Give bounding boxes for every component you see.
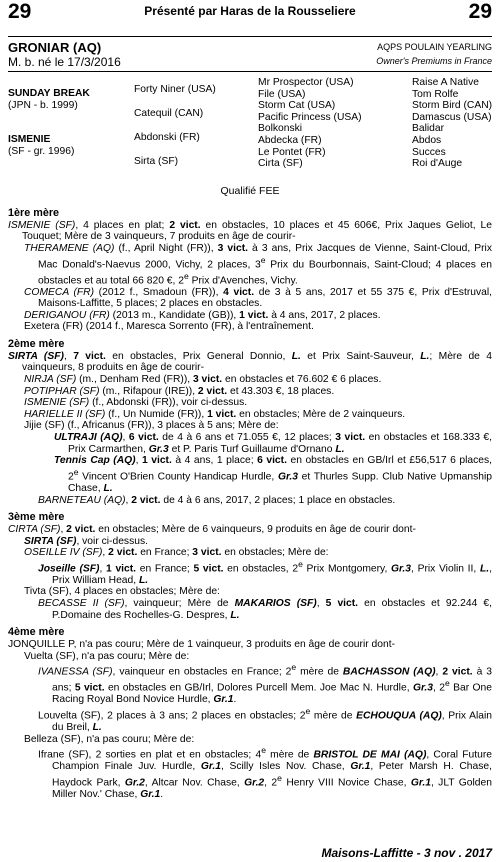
lot-number-left: 29 (8, 0, 32, 23)
list-item: HARIELLE II (SF) (f., Un Numide (FR)), 1 vict. en obstacles; Mère de 2 vainqueurs. (24, 408, 406, 420)
pedigree-gen2-0: Forty Niner (USA) (134, 84, 216, 95)
list-item: Louvelta (SF), 2 places à 3 ans; 2 places en obstacles; 2e mère de ECHOUQUA (AQ), Prix Alain du Breil, L. (38, 705, 492, 733)
list-item: ISMENIE (SF) (f., Abdonski (FR)), voir ci-dessus. (24, 397, 248, 409)
list-item: Ifrane (SF), 2 sorties en plat et en obstacles; 4e mère de BRISTOL DE MAI (AQ), Coral Future Champion Finale Juv. Hurdle, Gr.1, Scilly Isles Nov. Chase, Gr.1, Peter Marsh H. Chase, Haydock Park, Gr.2, Altcar Nov. Chase, Gr.2, 2e Henry VIII Novice Chase, Gr.1, JLT Golden Miller Nov.' Chase, Gr.1. (38, 745, 492, 800)
pedigree-gen2-1: Catequil (CAN) (134, 108, 204, 119)
pedigree-gen4: Raise A Native Tom Rolfe Storm Bird (CAN) Damascus (USA) Balidar Abdos Succes Roi d'Auge (412, 77, 493, 170)
dam-entry: CIRTA (SF), 2 vict. en obstacles; Mère de 6 vainqueurs, 9 produits en âge de courir dont- (8, 523, 416, 535)
section-1ere-mere: 1ère mère (8, 207, 60, 219)
list-item: Joseille (SF), 1 vict. en France; 5 vict. en obstacles, 2e Prix Montgomery, Gr.3, Prix Violin II, L., Prix William Head, L. (38, 558, 492, 586)
list-item: COMECA (FR) (2012 f., Smadoun (FR)), 4 vict. de 3 à 5 ans, 2017 et 55 375 €, Prix d'Estruval, Maisons-Laffitte, 5 places; 2 places en obstacles. (24, 286, 492, 310)
sale-location-date: Maisons-Laffitte - 3 nov . 2017 (321, 846, 492, 860)
list-item: Belleza (SF), n'a pas couru; Mère de: (24, 733, 195, 745)
list-item: Tennis Cap (AQ), 1 vict. à 4 ans, 1 place; 6 vict. en obstacles en GB/Irl et £56,517 6 places, 2e Vincent O'Brien County Handicap Hurdle, Gr.3 et Thurles Supp. Club Native Upmanship Chase, L. (54, 455, 492, 495)
race-series: Owner's Premiums in France (376, 56, 492, 66)
horse-name: GRONIAR (AQ) (8, 40, 102, 55)
list-item: SIRTA (SF), voir ci-dessus. (24, 535, 148, 547)
list-item: POTIPHAR (SF) (m., Rifapour (IRE)), 2 vict. et 43.303 €, 18 places. (24, 385, 335, 397)
pedigree-dam: ISMENIE (SF - gr. 1996) (8, 134, 75, 157)
list-item: Jijie (SF) (f., Africanus (FR)), 3 places à 5 ans; Mère de: (24, 420, 279, 432)
pedigree-gen3: Mr Prospector (USA) File (USA) Storm Cat (USA) Pacific Princess (USA) Bolkonski Abdecka (FR) Le Pontet (FR) Cirta (SF) (258, 77, 362, 170)
list-item: BARNETEAU (AQ), 2 vict. de 4 à 6 ans, 2017, 2 places; 1 place en obstacles. (38, 494, 396, 506)
qualification: Qualifié FEE (220, 185, 280, 197)
dam-entry: JONQUILLE P, n'a pas couru; Mère de 1 vainqueur, 3 produits en âge de courir dont- (8, 638, 395, 650)
pedigree-gen2-3: Sirta (SF) (134, 156, 179, 167)
list-item: Exetera (FR) (2014 f., Maresca Sorrento (FR), à l'entraînement. (24, 321, 314, 333)
list-item: IVANESSA (SF), vainqueur en obstacles en France; 2e mère de BACHASSON (AQ), 2 vict. à 3 ans; 5 vict. en obstacles en GB/Irl, Dolores Purcell Mem. Joe Mac N. Hurdle, Gr.3, 2e Bar One Racing Royal Bond Novice Hurdle, Gr.1. (38, 662, 492, 706)
header-divider (8, 36, 492, 37)
list-item: BECASSE II (SF), vainqueur; Mère de MAKARIOS (SF), 5 vict. en obstacles et 92.244 €, P.Domaine des Rochelles-G. Despres, L. (38, 598, 492, 621)
section-4eme-mere: 4ème mère (8, 626, 65, 639)
pedigree-divider (8, 71, 492, 72)
horse-category: AQPS POULAIN YEARLING (377, 42, 492, 52)
list-item: OSEILLE IV (SF), 2 vict. en France; 3 vict. en obstacles; Mère de: (24, 547, 329, 559)
lot-number-right: 29 (468, 0, 492, 23)
list-item: Tivta (SF), 4 places en obstacles; Mère de: (24, 586, 220, 598)
list-item: ULTRAJI (AQ), 6 vict. de 4 à 6 ans et 71.055 €, 12 places; 3 vict. en obstacles et 168.333 €, Prix Carmarthen, Gr.3 et P. Paris Turf Guillaume d'Ornano L. (54, 432, 493, 455)
list-item: THERAMENE (AQ) (f., April Night (FR)), 3 vict. à 3 ans, Prix Jacques de Vienne, Saint-Cloud, Prix Mac Donald's-Naevus 2000, Vichy, 2 places, 3e Prix du Bourbonnais, Saint-Cloud; 4 places en obstacles et au total 66 820 €, 2e Prix d'Avenches, Vichy. (24, 242, 493, 286)
pedigree-gen2-2: Abdonski (FR) (134, 132, 200, 143)
list-item: DERIGANOU (FR) (2013 m., Kandidate (GB)), 1 vict. à 4 ans, 2017, 2 places. (24, 309, 381, 321)
produce-record (8, 208, 492, 801)
dam-entry: SIRTA (SF), 7 vict. en obstacles, Prix General Donnio, L. et Prix Saint-Sauveur, L.; Mère de 4 vainqueurs, 8 produits en âge de courir- (8, 350, 492, 374)
pedigree-sire: SUNDAY BREAK (JPN - b. 1999) (8, 88, 90, 111)
list-item: Vuelta (SF), n'a pas couru; Mère de: (24, 650, 190, 662)
section-2eme-mere: 2ème mère (8, 338, 65, 351)
list-item: NIRJA (SF) (m., Denham Red (FR)), 3 vict. en obstacles et 76.602 € 6 places. (24, 373, 382, 385)
horse-description: M. b. né le 17/3/2016 (8, 55, 121, 69)
dam-entry: ISMENIE (SF), 4 places en plat; 2 vict. en obstacles, 10 places et 45 606€, Prix Jaques Geliot, Le Touquet; Mère de 3 vainqueurs, 7 produits en âge de courir- (8, 219, 492, 243)
section-3eme-mere: 3ème mère (8, 511, 65, 524)
consignor-title: Présenté par Haras de la Rousseliere (144, 4, 356, 18)
